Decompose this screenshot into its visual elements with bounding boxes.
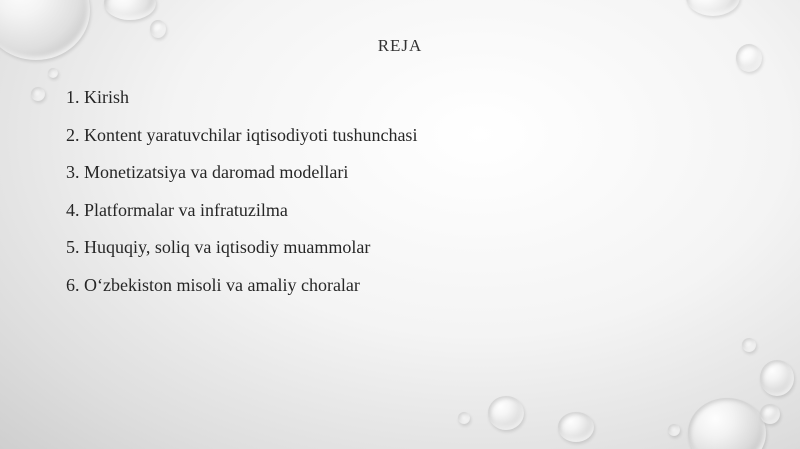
droplet-icon [688,398,766,449]
droplet-icon [558,412,594,442]
droplet-icon [104,0,156,20]
droplet-icon [48,68,58,78]
droplet-icon [686,0,740,16]
droplet-icon [668,424,680,436]
agenda-list [66,86,417,311]
agenda-item: 6. O‘zbekiston misoli va amaliy choralar [66,274,360,295]
agenda-item: 1. Kirish [66,87,129,107]
droplet-icon [760,404,780,424]
agenda-item: 4. Platformalar va infratuzilma [66,199,288,220]
droplet-icon [31,87,45,101]
agenda-item: 5. Huquqiy, soliq va iqtisodiy muammolar [66,237,371,257]
agenda-item: 3. Monetizatsiya va daromad modellari [66,162,349,182]
agenda-item: 2. Kontent yaratuvchilar iqtisodiyoti tushunchasi [66,124,418,145]
droplet-icon [742,338,756,352]
slide-title: REJA [377,36,423,55]
droplet-icon [760,360,794,396]
droplet-icon [488,396,524,430]
droplet-icon [458,412,470,424]
